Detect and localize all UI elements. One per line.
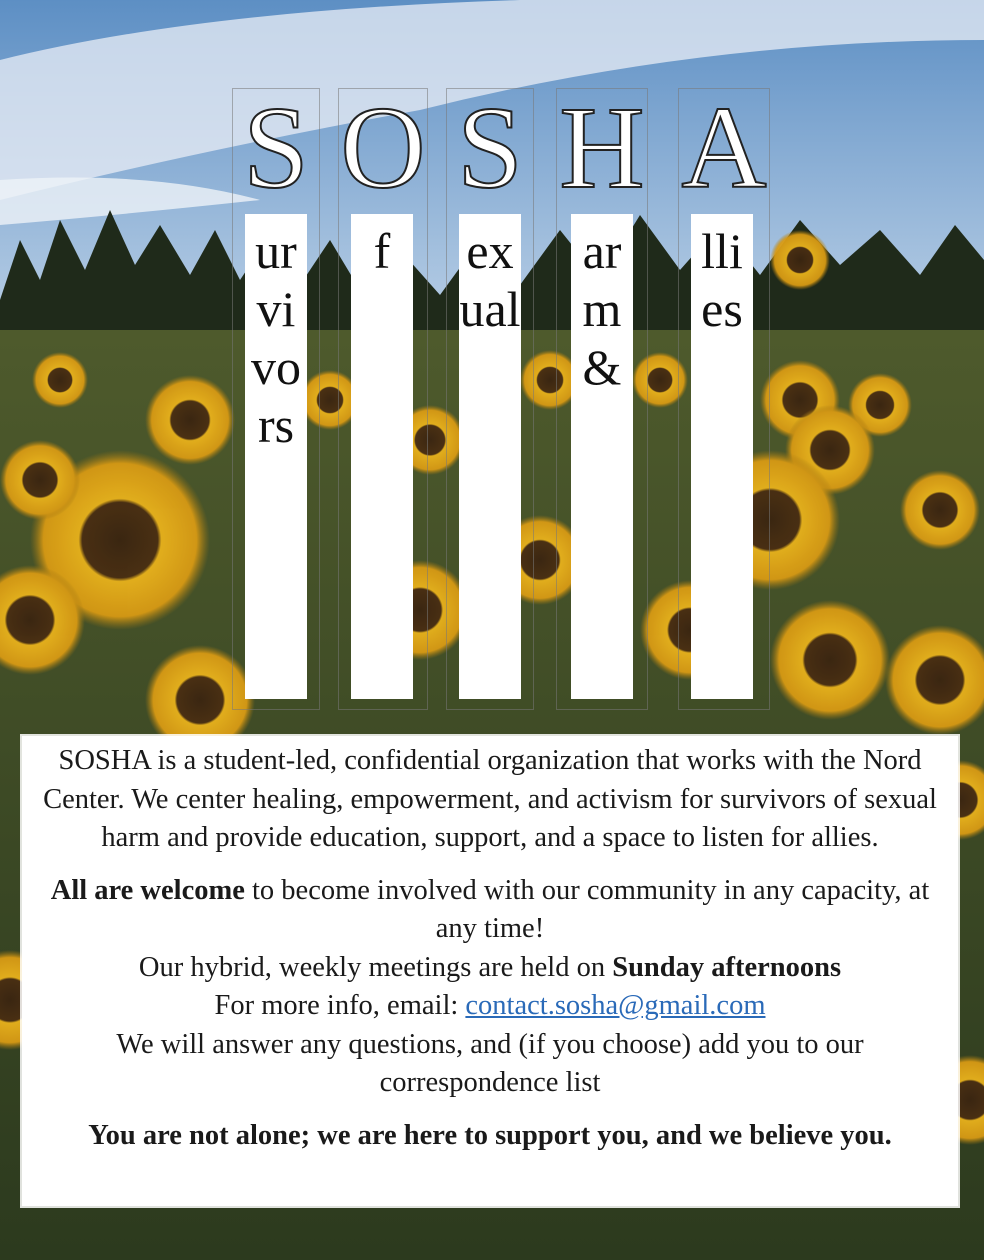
closing-statement: You are not alone; we are here to support you, and we believe you. <box>88 1119 892 1151</box>
intro-paragraph: SOSHA is a student-led, confidential organization that works with the Nord Center. We center healing, empowerment, and activism for survivors of sexual harm and provide education, support, and a space to listen for allies. <box>43 745 937 853</box>
answer-paragraph: We will answer any questions, and (if you choose) add you to our correspondence list <box>116 1028 864 1098</box>
acronym-strip <box>245 214 307 699</box>
info-panel <box>22 736 958 1206</box>
acronym-letter: O <box>340 82 426 213</box>
welcome-bold-text: All are welcome <box>50 874 245 906</box>
acronym-strip <box>691 214 753 699</box>
acronym-letter: H <box>559 82 645 213</box>
acronym-word-rest: exual <box>459 223 521 337</box>
acronym-column-o <box>338 82 428 710</box>
acronym-column-s <box>232 82 320 710</box>
acronym-column-s2 <box>446 82 534 710</box>
meetings-text: Our hybrid, weekly meetings are held on <box>138 951 613 983</box>
acronym-letter: S <box>457 82 523 213</box>
welcome-paragraph <box>32 872 948 949</box>
acronym-column-h <box>556 82 648 710</box>
sosha-acronym <box>0 82 984 718</box>
email-link[interactable]: contact.sosha@gmail.com <box>465 990 766 1021</box>
acronym-word-rest: urvivors <box>251 223 301 453</box>
welcome-text: to become involved with our community in any capacity, at any time! <box>244 874 930 944</box>
acronym-word-rest: llies <box>701 223 743 337</box>
email-prefix: For more info, email: <box>214 990 466 1021</box>
meetings-time: Sunday afternoons <box>612 951 842 983</box>
acronym-strip <box>571 214 633 699</box>
acronym-letter: A <box>681 82 767 213</box>
acronym-strip <box>351 214 413 699</box>
acronym-word-rest: arm& <box>582 223 622 395</box>
acronym-letter: S <box>243 82 309 213</box>
acronym-word-rest: f <box>373 223 391 279</box>
acronym-strip <box>459 214 521 699</box>
email-line <box>32 987 948 1026</box>
meetings-line <box>32 949 948 988</box>
acronym-column-a <box>678 82 770 710</box>
